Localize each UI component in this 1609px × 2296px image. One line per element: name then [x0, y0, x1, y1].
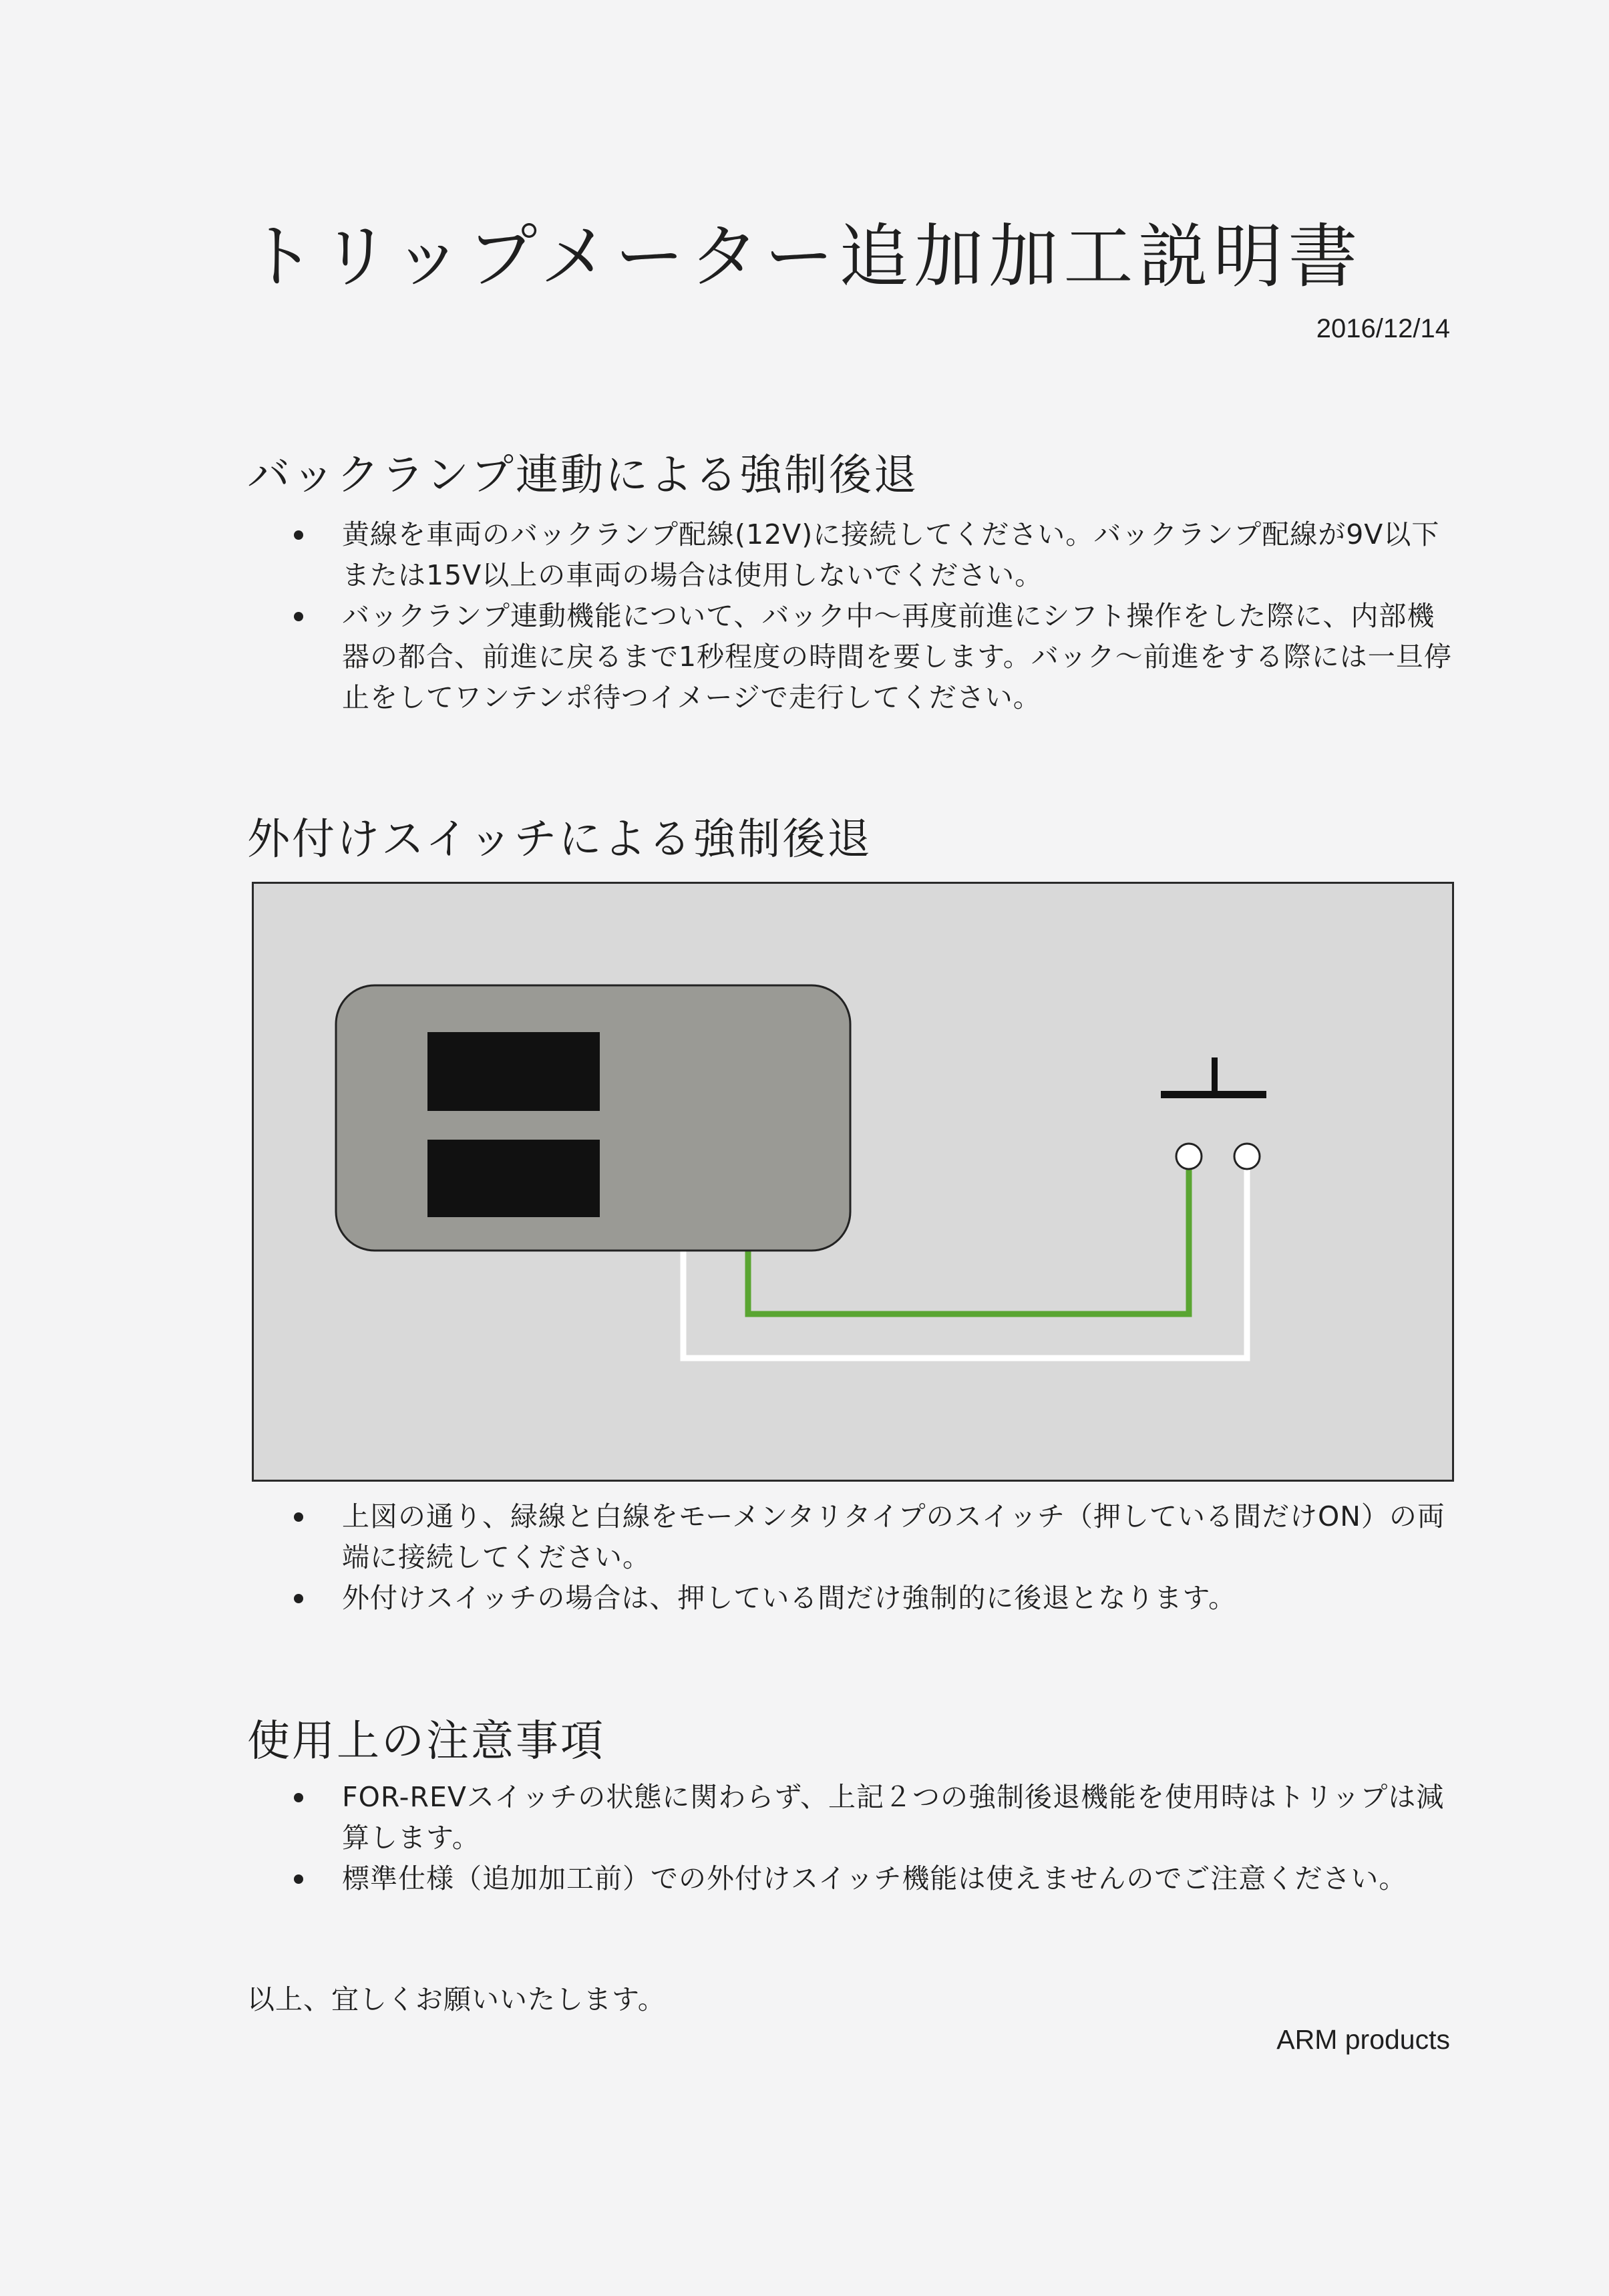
signature: ARM products: [1276, 2024, 1450, 2055]
switch-terminal-right: [1234, 1144, 1260, 1169]
list-item: バックランプ連動機能について、バック中～再度前進にシフト操作をした際に、内部機器の都合、前進に戻るまで1秒程度の時間を要します。バック～前進をする際には一旦停止をしてワンテンポ待つイメージで走行してください。: [294, 596, 1456, 718]
section-precautions-list: [294, 1777, 1456, 1899]
list-item: 外付けスイッチの場合は、押している間だけ強制的に後退となります。: [294, 1578, 1456, 1619]
section-heading-external-switch: 外付けスイッチによる強制後退: [247, 815, 872, 864]
lower-display: [427, 1140, 600, 1217]
section-heading-back-lamp: バックランプ連動による強制後退: [247, 451, 918, 500]
section-heading-precautions: 使用上の注意事項: [247, 1717, 605, 1766]
closing-text: 以上、宜しくお願いいたします。: [247, 1983, 666, 2015]
switch-terminal-left: [1176, 1144, 1202, 1169]
list-item: 上図の通り、緑線と白線をモーメンタリタイプのスイッチ（押している間だけON）の両端に接続してください。: [294, 1496, 1456, 1578]
upper-display: [427, 1032, 600, 1111]
wiring-diagram: [252, 882, 1454, 1482]
section-back-lamp-list: [294, 514, 1456, 718]
switch-stem: [1212, 1057, 1218, 1092]
document-title: トリップメーター追加加工説明書: [246, 216, 1363, 297]
list-item: 黄線を車両のバックランプ配線(12V)に接続してください。バックランプ配線が9V以下または15V以上の車両の場合は使用しないでください。: [294, 514, 1456, 596]
section-external-switch-list: [294, 1496, 1456, 1619]
wiring-diagram-svg: [254, 884, 1452, 1480]
switch-bar: [1161, 1091, 1266, 1098]
list-item: 標準仕様（追加加工前）での外付けスイッチ機能は使えませんのでご注意ください。: [294, 1858, 1456, 1899]
document-date: 2016/12/14: [1316, 314, 1450, 343]
list-item: FOR-REVスイッチの状態に関わらず、上記２つの強制後退機能を使用時はトリップは減算します。: [294, 1777, 1456, 1858]
